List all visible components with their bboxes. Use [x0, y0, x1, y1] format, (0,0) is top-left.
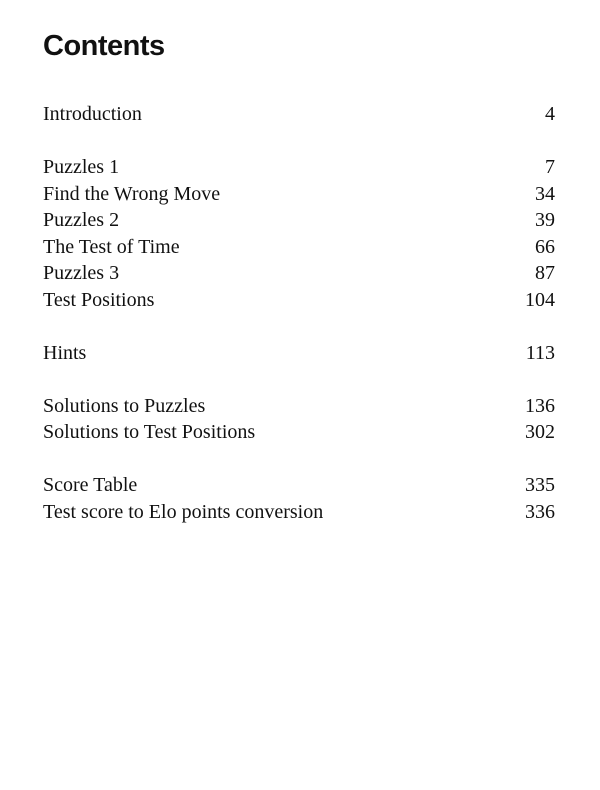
toc-entry-title: Solutions to Test Positions	[43, 421, 256, 443]
toc-entry	[43, 393, 555, 420]
toc-entry	[43, 260, 555, 287]
toc-entry-page: 104	[525, 288, 555, 311]
toc-entry	[43, 154, 555, 181]
toc-entry-page: 302	[525, 421, 555, 443]
toc-group-puzzles	[43, 154, 555, 313]
toc-entry-title: Score Table	[43, 474, 138, 496]
toc-entry	[43, 499, 555, 526]
toc-entry-page: 87	[535, 262, 555, 284]
toc-entry-title: Introduction	[43, 103, 142, 125]
toc-entry-title: The Test of Time	[43, 235, 180, 258]
toc-entry-page: 7	[545, 156, 555, 178]
toc-entry-page: 66	[535, 235, 555, 258]
toc-entry-title: Hints	[43, 341, 87, 364]
toc-entry-page: 34	[535, 182, 555, 205]
toc-entry	[43, 101, 555, 128]
page-title: Contents	[43, 30, 165, 62]
toc-group-hints	[43, 340, 555, 367]
toc-entry-title: Find the Wrong Move	[43, 182, 221, 205]
toc-entry-page: 336	[525, 500, 555, 523]
toc-entry	[43, 181, 555, 208]
toc-group-scores	[43, 472, 555, 525]
toc-entry	[43, 287, 555, 314]
toc-entry	[43, 207, 555, 234]
toc-entry-page: 136	[525, 394, 555, 417]
toc-entry-title: Solutions to Puzzles	[43, 394, 206, 417]
toc-entry-title: Puzzles 2	[43, 209, 120, 231]
toc-entry-title: Test score to Elo points conversion	[43, 500, 324, 523]
toc-entry-page: 4	[545, 103, 555, 125]
toc-entry-page: 335	[525, 474, 555, 496]
toc-group-solutions	[43, 393, 555, 446]
toc-entry-title: Puzzles 1	[43, 156, 120, 178]
toc-entry-page: 39	[535, 209, 555, 231]
toc-entry-page: 113	[525, 341, 555, 364]
toc-entry	[43, 472, 555, 499]
toc-entry	[43, 419, 555, 446]
toc-entry	[43, 340, 555, 367]
toc-entry-title: Test Positions	[43, 288, 155, 311]
toc-group-introduction	[43, 101, 555, 128]
toc-entry	[43, 234, 555, 261]
table-of-contents	[43, 101, 555, 552]
toc-entry-title: Puzzles 3	[43, 262, 120, 284]
